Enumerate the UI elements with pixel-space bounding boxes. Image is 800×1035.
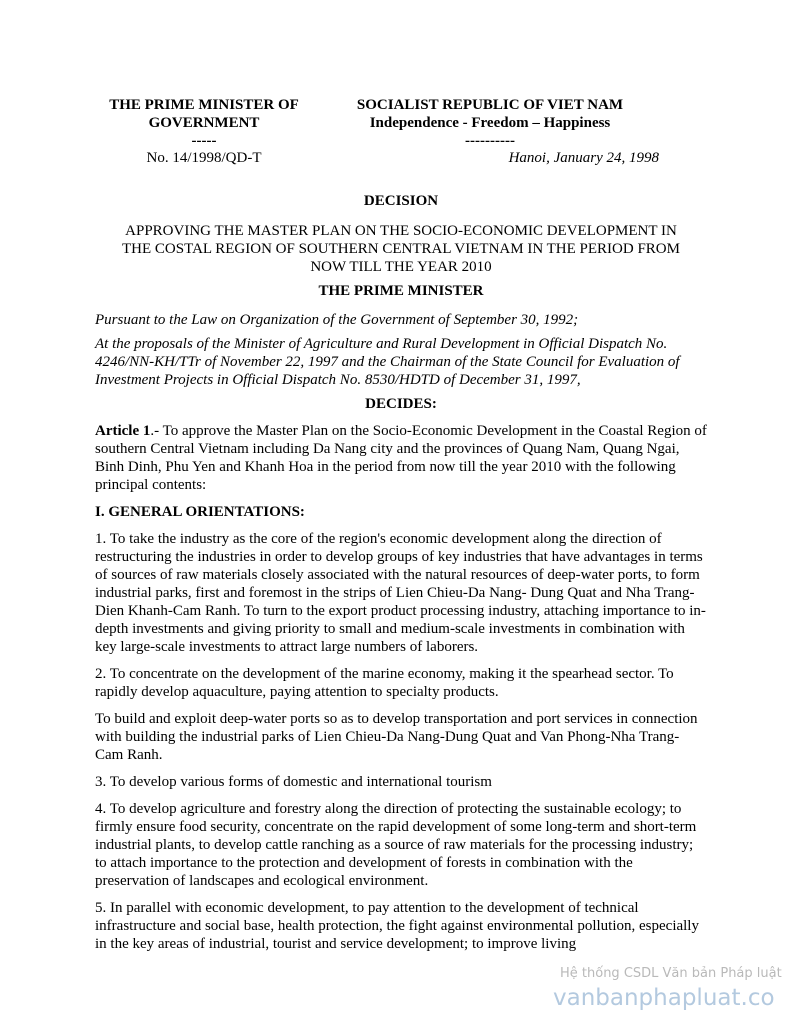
- issuing-authority-rule: -----: [191, 133, 217, 149]
- preamble-law: Pursuant to the Law on Organization of the Government of September 30, 1992;: [95, 312, 579, 328]
- orientation-item-2: 2. To concentrate on the development of the marine economy, making it the spearhead sector. To rapidly develop aquaculture, paying attention to specialty products.: [95, 666, 674, 700]
- orientation-item-5: 5. In parallel with economic development, to pay attention to the development of technical infrastructure and social base, health protection, the fight against environmental pollution, especially in the key areas of industrial, tourist and service development; to improve living: [95, 900, 699, 952]
- article-1-label: Article 1: [95, 423, 151, 439]
- watermark-site-name: vanbanphapluat.co: [553, 985, 775, 1011]
- orientation-item-4: 4. To develop agriculture and forestry along the direction of protecting the sustainable ecology; to firmly ensure food security, concentrate on the rapid development of some long-term and short-term industrial plants, to develop cattle ranching as a source of raw materials for the processing industry; to attach importance to the protection and development of forests in combination with the preservation of landscapes and ecological environment.: [95, 801, 697, 889]
- issuing-authority-line2: GOVERNMENT: [148, 115, 260, 131]
- watermark-caption: Hệ thống CSDL Văn bản Pháp luật: [560, 966, 782, 981]
- national-title-line1: SOCIALIST REPUBLIC OF VIET NAM: [356, 97, 624, 113]
- section-heading-general-orientations: I. GENERAL ORIENTATIONS:: [95, 504, 305, 520]
- article-1-text: .- To approve the Master Plan on the Socio-Economic Development in the Coastal Region of southern Central Vietnam including Da Nang city and the provinces of Quang Nam, Quang Ngai, Binh Dinh, Phu Yen and Khanh Hoa in the period from now till the year 2010 with the following principal contents:: [95, 423, 707, 493]
- orientation-item-2-continued: To build and exploit deep-water ports so as to develop transportation and port services in connection with building the industrial parks of Lien Chieu-Da Nang-Dung Quat and Van Phong-Nha Trang-Cam Ranh.: [95, 711, 698, 763]
- issuing-authority-block: [95, 96, 313, 150]
- document-number: No. 14/1998/QD-T: [146, 150, 262, 166]
- issuing-authority-line1: THE PRIME MINISTER OF: [109, 97, 299, 113]
- national-title-rule: ----------: [465, 133, 515, 149]
- preamble-proposals: At the proposals of the Minister of Agriculture and Rural Development in Official Dispatch No. 4246/NN-KH/TTr of November 22, 1997 and the Chairman of the State Council for Evaluation of Investment Projects in Official Dispatch No. 8530/HDTD of December 31, 1997,: [95, 336, 680, 388]
- national-title-block: [345, 96, 635, 150]
- document-header: [95, 96, 705, 168]
- document-body: [95, 192, 707, 962]
- decision-title: DECISION: [363, 193, 439, 209]
- orientation-item-1: 1. To take the industry as the core of the region's economic development along the direction of restructuring the industries in order to develop groups of key industries that have advantages in terms of sources of raw materials closely associated with the natural resources of deep-water ports, to form industrial parks, first and foremost in the strips of Lien Chieu-Da Nang- Dung Quat and Nha Trang-Dien Khanh-Cam Ranh. To turn to the export product processing industry, attaching importance to in-depth investments and giving priority to small and medium-scale investments in combination with key large-scale investments to attract large numbers of laborers.: [95, 531, 706, 655]
- decision-subject-line2: THE COSTAL REGION OF SOUTHERN CENTRAL VIETNAM IN THE PERIOD FROM: [122, 241, 680, 257]
- decision-subject-line1: APPROVING THE MASTER PLAN ON THE SOCIO-ECONOMIC DEVELOPMENT IN: [125, 223, 677, 239]
- document-date: Hanoi, January 24, 1998: [508, 150, 659, 166]
- decision-subject-line3: NOW TILL THE YEAR 2010: [310, 259, 492, 275]
- article-1: [95, 422, 707, 494]
- decides-heading: DECIDES:: [365, 396, 437, 412]
- orientation-item-3: 3. To develop various forms of domestic and international tourism: [95, 774, 492, 790]
- national-motto: Independence - Freedom – Happiness: [369, 115, 611, 131]
- authority-heading: THE PRIME MINISTER: [318, 283, 484, 299]
- decision-subject: [95, 222, 707, 276]
